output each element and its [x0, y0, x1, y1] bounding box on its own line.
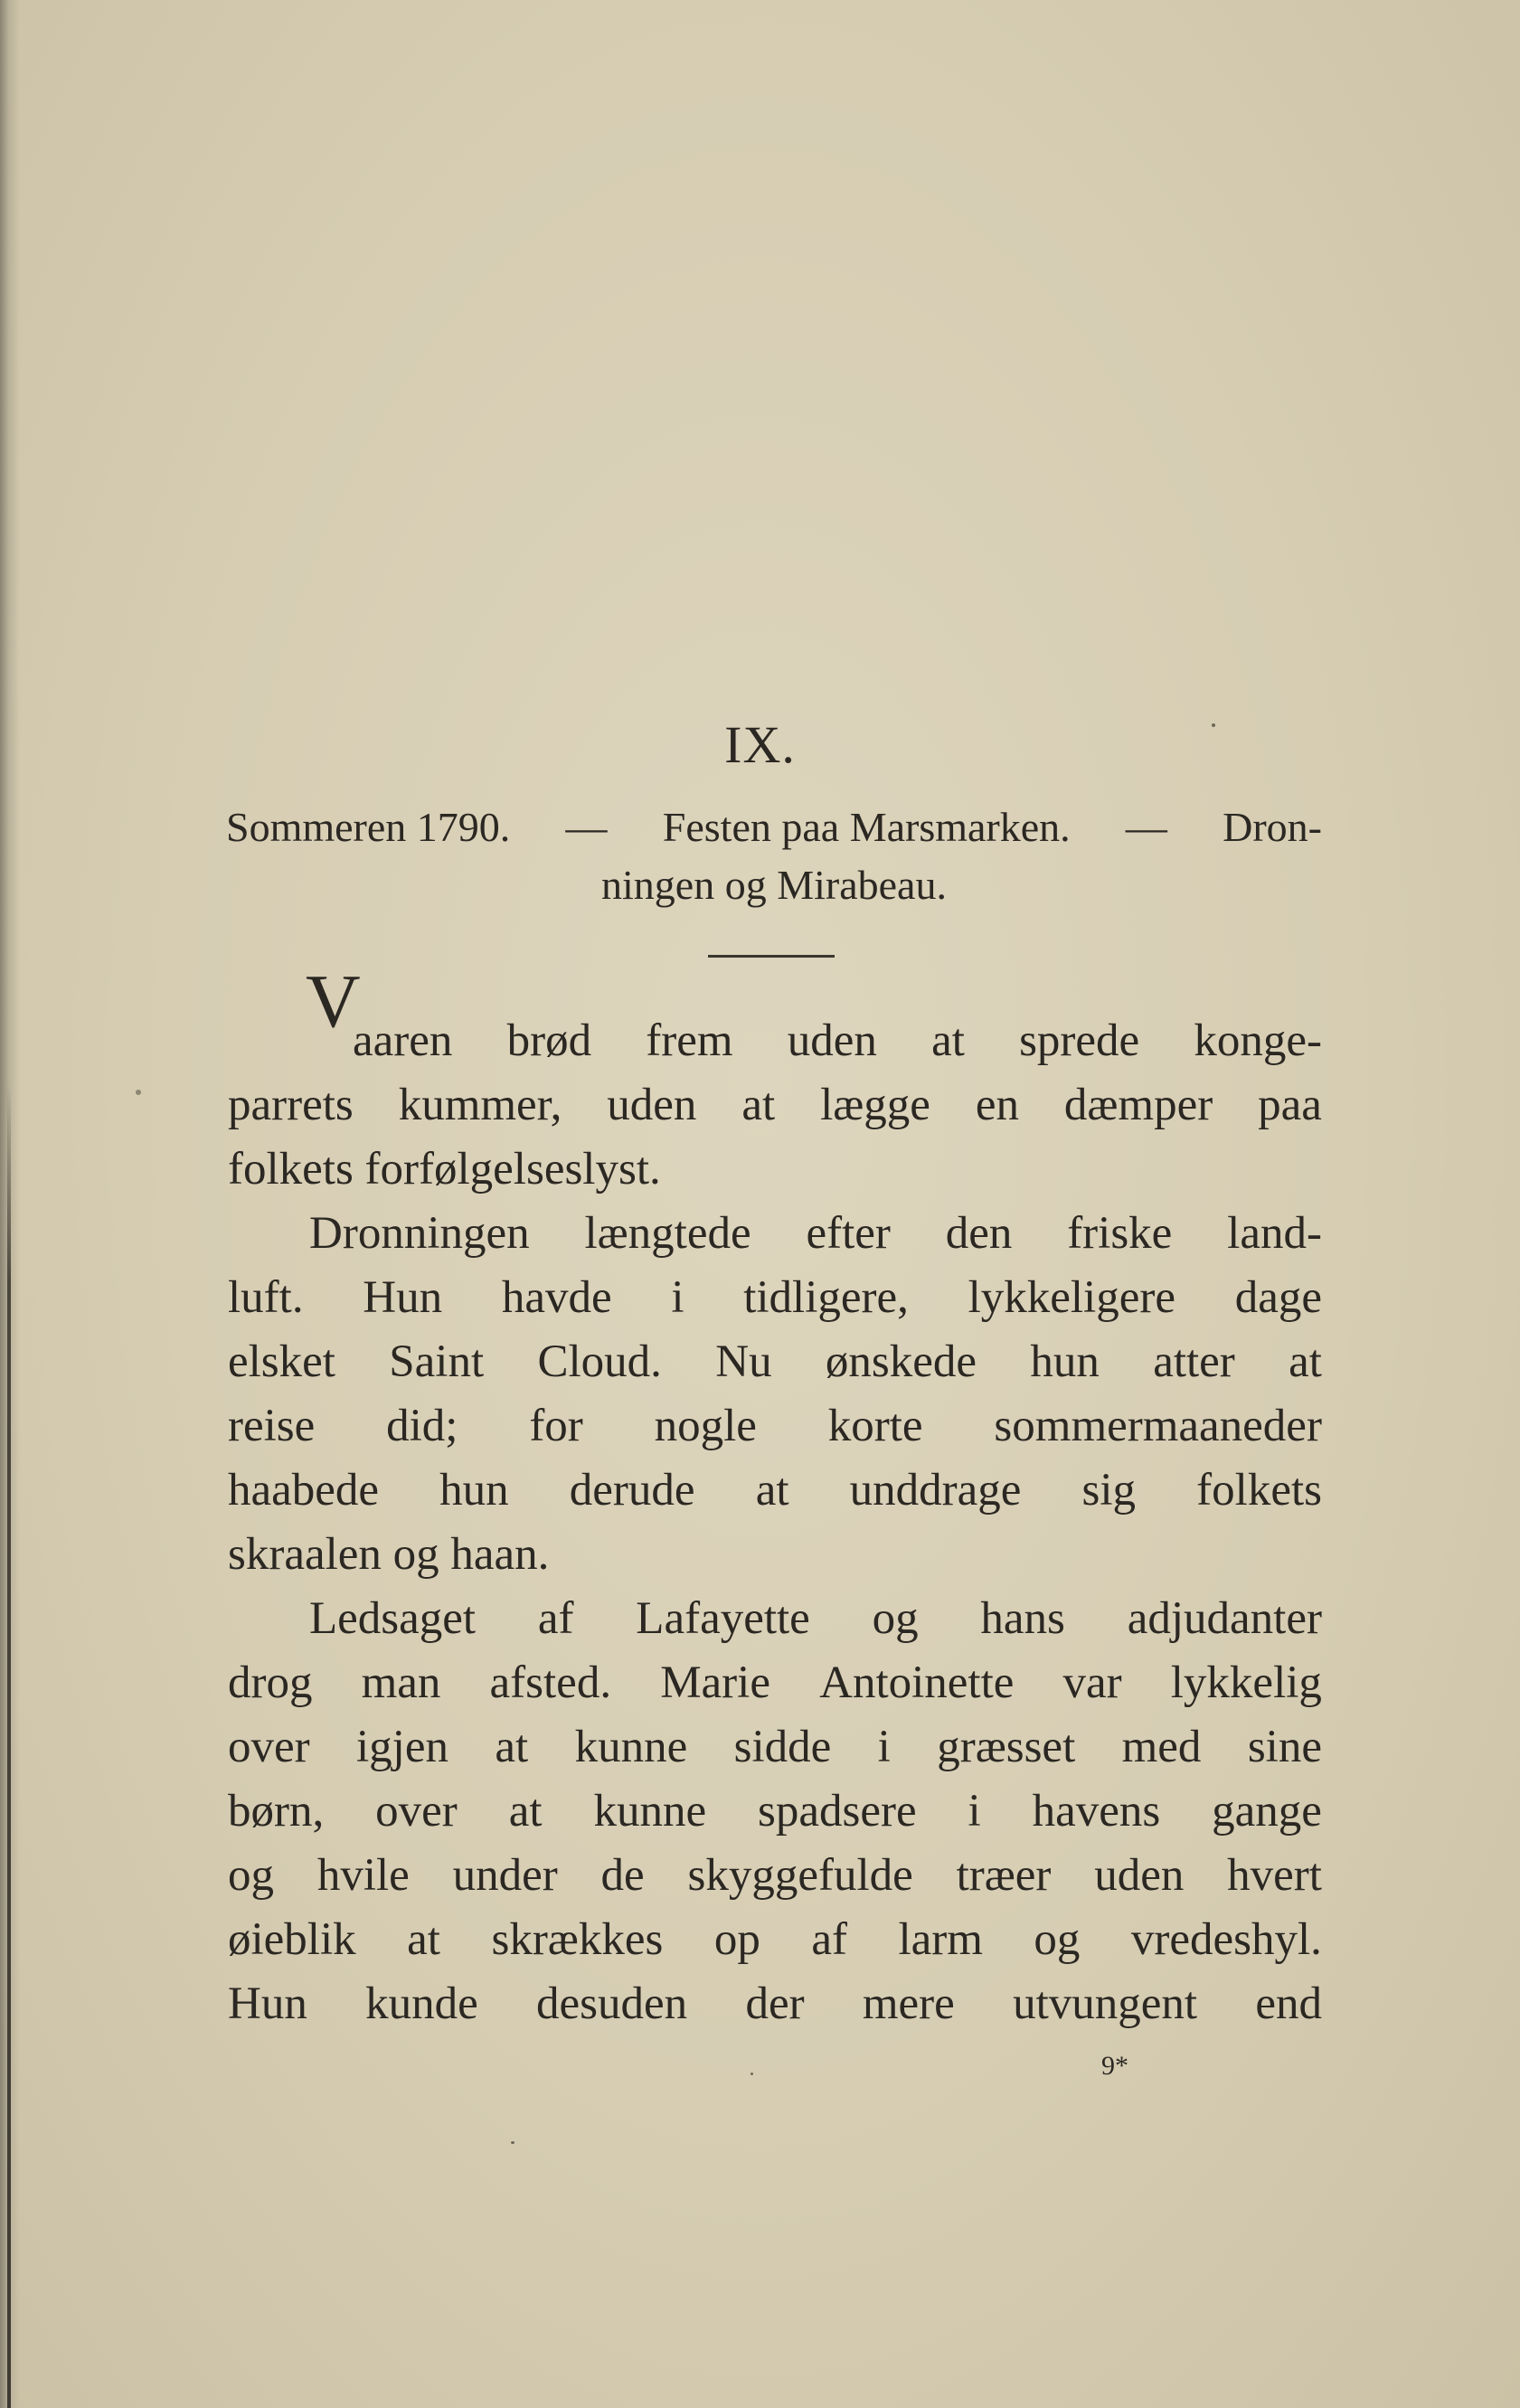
summary-part: Dron- — [1223, 804, 1322, 850]
word: dæmper — [1063, 1080, 1213, 1130]
word: den — [945, 1208, 1013, 1259]
word: Hun — [363, 1272, 443, 1323]
word: end — [1255, 1978, 1322, 2029]
word: spadsere — [758, 1786, 917, 1837]
word: igjen — [356, 1722, 448, 1772]
word: at — [741, 1080, 776, 1130]
word: sommermaaneder — [994, 1401, 1322, 1451]
word: paa — [1258, 1080, 1322, 1130]
word: frem — [646, 1015, 733, 1066]
word: i — [877, 1722, 891, 1772]
word: en — [975, 1080, 1019, 1130]
word: de — [600, 1850, 645, 1901]
chapter-summary-line-2: ningen og Mirabeau. — [601, 862, 947, 908]
word: at — [755, 1465, 789, 1516]
word: havde — [501, 1272, 612, 1323]
word: der — [745, 1978, 805, 2029]
word: folkets forfølgelseslyst. — [228, 1144, 661, 1195]
word: at — [1289, 1336, 1322, 1387]
word: Cloud. — [537, 1336, 662, 1387]
word: af — [537, 1593, 574, 1644]
text-line-3 — [228, 1138, 1322, 1202]
word: hvile — [316, 1850, 410, 1901]
text-line-4 — [309, 1202, 1322, 1266]
word: øieblik — [228, 1914, 356, 1965]
text-line-6 — [228, 1330, 1322, 1394]
chapter-summary-line-1 — [226, 803, 1322, 851]
summary-part: Sommeren 1790. — [226, 804, 511, 850]
word: skyggefulde — [687, 1850, 913, 1901]
word: Nu — [715, 1336, 772, 1387]
word: uden — [1094, 1850, 1185, 1901]
word: med — [1121, 1722, 1202, 1772]
word: kunne — [593, 1786, 707, 1837]
word: larm — [898, 1914, 983, 1965]
word: vredeshyl. — [1130, 1914, 1322, 1965]
paper-speck — [136, 1090, 141, 1095]
paper-speck — [1212, 723, 1215, 727]
word: parrets — [228, 1080, 354, 1130]
text-line-7 — [228, 1394, 1322, 1459]
word: Ledsaget — [309, 1593, 477, 1644]
word: korte — [827, 1401, 923, 1451]
word: træer — [956, 1850, 1052, 1901]
word: did; — [386, 1401, 458, 1451]
word: hun — [1030, 1336, 1100, 1387]
word: i — [671, 1272, 684, 1323]
signature-mark: 9* — [1101, 2051, 1128, 2081]
word: at — [508, 1786, 543, 1837]
word: hvert — [1227, 1850, 1322, 1901]
word: luft. — [228, 1272, 304, 1323]
word: skraalen og haan. — [228, 1529, 550, 1580]
word: uden — [787, 1015, 877, 1066]
word: af — [811, 1914, 847, 1965]
word: børn, — [228, 1786, 325, 1837]
word: var — [1062, 1657, 1122, 1708]
word: gange — [1212, 1786, 1322, 1837]
word: sidde — [733, 1722, 832, 1772]
word: elsket — [228, 1336, 335, 1387]
word: land- — [1227, 1208, 1322, 1259]
word: haabede — [228, 1465, 380, 1516]
word: konge- — [1194, 1015, 1322, 1066]
word: reise — [228, 1401, 316, 1451]
word: og — [872, 1593, 919, 1644]
summary-part: — — [565, 804, 608, 850]
section-divider — [708, 955, 835, 958]
word: lykkeligere — [968, 1272, 1175, 1323]
text-line-16 — [228, 1972, 1322, 2036]
word: hun — [439, 1465, 509, 1516]
summary-part: Festen paa Marsmarken. — [662, 804, 1071, 850]
word: kunde — [365, 1978, 478, 2029]
paper-speck — [511, 2141, 515, 2144]
text-line-12 — [228, 1715, 1322, 1780]
word: græsset — [937, 1722, 1076, 1772]
word: at — [407, 1914, 440, 1965]
word: over — [375, 1786, 458, 1837]
word: Antoinette — [819, 1657, 1015, 1708]
text-line-5 — [228, 1266, 1322, 1330]
word: Hun — [228, 1978, 307, 2029]
word: for — [529, 1401, 583, 1451]
word: dage — [1234, 1272, 1322, 1323]
word: Saint — [389, 1336, 485, 1387]
paper-speck — [751, 2073, 753, 2075]
word: man — [361, 1657, 441, 1708]
text-line-2 — [228, 1073, 1322, 1138]
word: folkets — [1196, 1465, 1322, 1516]
text-line-13 — [228, 1780, 1322, 1844]
text-line-8 — [228, 1459, 1322, 1523]
word: afsted. — [489, 1657, 612, 1708]
summary-part: — — [1125, 804, 1167, 850]
text-line-14 — [228, 1844, 1322, 1908]
word: drog — [228, 1657, 313, 1708]
word: ønskede — [825, 1336, 977, 1387]
text-line-1 — [353, 1009, 1322, 1073]
text-line-10 — [309, 1587, 1322, 1651]
word: atter — [1153, 1336, 1235, 1387]
word: efter — [806, 1208, 891, 1259]
chapter-number: IX. — [724, 715, 796, 774]
word: Lafayette — [636, 1593, 810, 1644]
word: kunne — [574, 1722, 688, 1772]
word: nogle — [654, 1401, 757, 1451]
word: og — [1034, 1914, 1081, 1965]
word: friske — [1067, 1208, 1173, 1259]
word: Marie — [660, 1657, 770, 1708]
word: Dronningen — [309, 1208, 530, 1259]
word: i — [968, 1786, 981, 1837]
word: hans — [980, 1593, 1065, 1644]
word: sine — [1247, 1722, 1322, 1772]
word: desuden — [536, 1978, 688, 2029]
word: under — [452, 1850, 558, 1901]
word: mere — [862, 1978, 955, 2029]
text-line-9 — [228, 1523, 1322, 1587]
word: havens — [1032, 1786, 1161, 1837]
word: sprede — [1019, 1015, 1140, 1066]
word: unddrage — [849, 1465, 1022, 1516]
word: brød — [506, 1015, 592, 1066]
word: kummer, — [398, 1080, 562, 1130]
binding-edge — [7, 1085, 11, 2408]
word: længtede — [584, 1208, 751, 1259]
word: skrækkes — [491, 1914, 664, 1965]
drop-cap: V — [306, 959, 361, 1043]
word: at — [931, 1015, 965, 1066]
word: tidligere, — [743, 1272, 909, 1323]
word: lykkelig — [1170, 1657, 1322, 1708]
word: utvungent — [1013, 1978, 1198, 2029]
word: lægge — [820, 1080, 930, 1130]
text-line-15 — [228, 1908, 1322, 1972]
text-line-11 — [228, 1651, 1322, 1715]
word: og — [228, 1850, 274, 1901]
word: aaren — [353, 1015, 453, 1066]
word: derude — [569, 1465, 695, 1516]
word: op — [713, 1914, 760, 1965]
word: adjudanter — [1127, 1593, 1322, 1644]
word: at — [495, 1722, 529, 1772]
word: over — [228, 1722, 310, 1772]
word: sig — [1081, 1465, 1137, 1516]
word: uden — [607, 1080, 697, 1130]
